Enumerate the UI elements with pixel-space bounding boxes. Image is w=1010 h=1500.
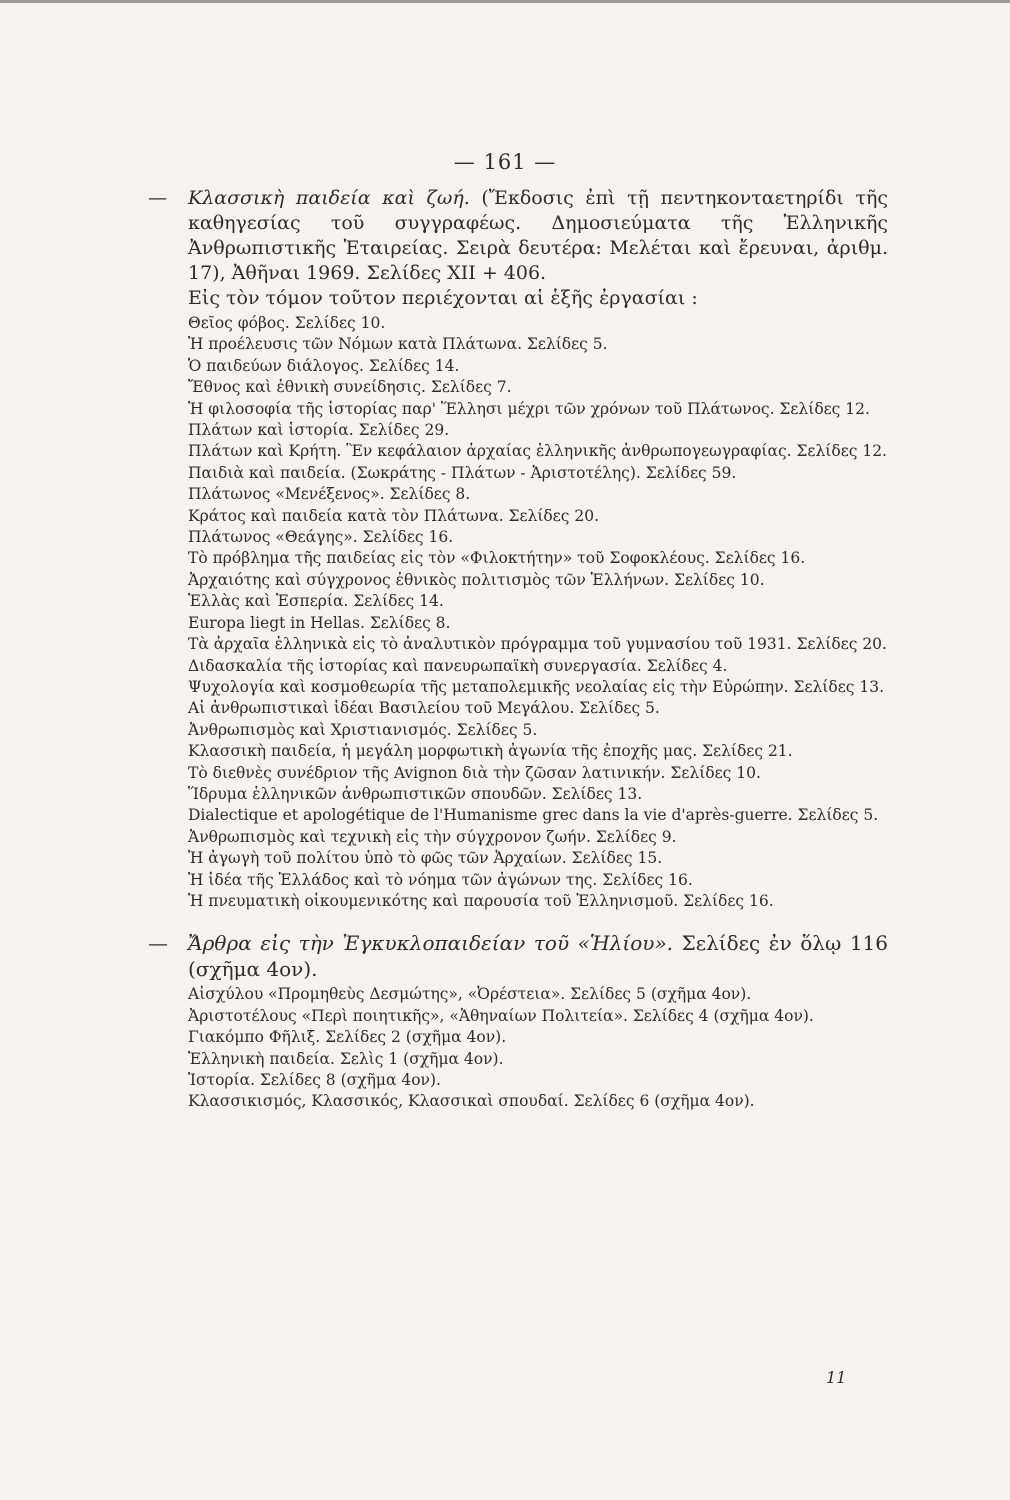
list-item: Πλάτωνος «Θεάγης». Σελίδες 16. xyxy=(188,528,454,547)
list-item: Ἀνθρωπισμὸς καὶ Χριστιανισμός. Σελίδες 5. xyxy=(188,720,538,739)
list-item: Ἀριστοτέλους «Περὶ ποιητικῆς», «Ἀθηναίων Πολιτεία». Σελίδες 4 (σχῆμα 4ον). xyxy=(188,1006,814,1025)
list-item: Dialectique et apologétique de l'Humanisme grec dans la vie d'après-guerre. Σελίδες 5. xyxy=(188,806,879,825)
list-item: Κράτος καὶ παιδεία κατὰ τὸν Πλάτωνα. Σελίδες 20. xyxy=(188,506,600,525)
list-item: Κλασσικὴ παιδεία, ἡ μεγάλη μορφωτικὴ ἀγωνία τῆς ἐποχῆς μας. Σελίδες 21. xyxy=(188,742,793,761)
entry-helios-articles xyxy=(148,930,888,1112)
entry-dash: — xyxy=(148,931,168,956)
list-item: Ἡ πνευματικὴ οἰκουμενικότης καὶ παρουσία τοῦ Ἑλληνισμοῦ. Σελίδες 16. xyxy=(188,891,774,910)
list-item: Τὰ ἀρχαῖα ἑλληνικὰ εἰς τὸ ἀναλυτικὸν πρόγραμμα τοῦ γυμνασίου τοῦ 1931. Σελίδες 20. xyxy=(188,635,887,654)
list-item: Ἔθνος καὶ ἐθνικὴ συνείδησις. Σελίδες 7. xyxy=(188,378,512,397)
articles-list xyxy=(148,984,888,1112)
list-item: Θεῖος φόβος. Σελίδες 10. xyxy=(188,314,386,332)
works-list xyxy=(148,313,888,912)
list-item: Παιδιὰ καὶ παιδεία. (Σωκράτης - Πλάτων - Ἀριστοτέλης). Σελίδες 59. xyxy=(188,463,737,482)
list-item: Κλασσικισμός, Κλασσικός, Κλασσικαὶ σπουδαί. Σελίδες 6 (σχῆμα 4ον). xyxy=(188,1092,755,1111)
top-rule xyxy=(0,0,1010,3)
list-item: Τὸ πρόβλημα τῆς παιδείας εἰς τὸν «Φιλοκτήτην» τοῦ Σοφοκλέους. Σελίδες 16. xyxy=(188,549,806,568)
entry-classical-education xyxy=(148,186,888,912)
entry-title: Κλασσικὴ παιδεία καὶ ζωή. xyxy=(188,187,470,209)
list-item: Europa liegt in Hellas. Σελίδες 8. xyxy=(188,613,451,632)
entry-description: (Ἔκδοσις ἐπὶ τῇ πεντηκονταετηρίδι τῆς καθηγεσίας τοῦ συγγραφέως. Δημοσιεύματα τῆς Ἑλληνικῆς Ἀνθρωπιστικῆς Ἑταιρείας. Σειρὰ δευτέρα: Μελέται καὶ ἔρευναι, ἀριθμ. 17), Ἀθῆναι 1969. Σελίδες XII + 406. xyxy=(188,187,888,284)
list-item: Πλάτων καὶ Κρήτη. Ἓν κεφάλαιον ἀρχαίας ἑλληνικῆς ἀνθρωπογεωγραφίας. Σελίδες 12. xyxy=(188,442,887,461)
list-item: Ἡ φιλοσοφία τῆς ἱστορίας παρ' Ἕλλησι μέχρι τῶν χρόνων τοῦ Πλάτωνος. Σελίδες 12. xyxy=(188,399,870,418)
list-item: Ἡ ἰδέα τῆς Ἑλλάδος καὶ τὸ νόημα τῶν ἀγώνων της. Σελίδες 16. xyxy=(188,870,693,889)
list-item: Πλάτωνος «Μενέξενος». Σελίδες 8. xyxy=(188,485,471,504)
list-item: Ψυχολογία καὶ κοσμοθεωρία τῆς μεταπολεμικῆς νεολαίας εἰς τὴν Εὐρώπην. Σελίδες 13. xyxy=(188,677,885,696)
page-number: — 161 — xyxy=(453,150,557,174)
page-body xyxy=(148,186,888,1113)
list-item: Ἀνθρωπισμὸς καὶ τεχνικὴ εἰς τὴν σύγχρονον ζωήν. Σελίδες 9. xyxy=(188,827,677,846)
list-item: Ἑλληνικὴ παιδεία. Σελὶς 1 (σχῆμα 4ον). xyxy=(188,1049,504,1068)
list-item: Ἱστορία. Σελίδες 8 (σχῆμα 4ον). xyxy=(188,1071,441,1089)
list-item: Ἀρχαιότης καὶ σύγχρονος ἐθνικὸς πολιτισμὸς τῶν Ἑλλήνων. Σελίδες 10. xyxy=(188,570,765,589)
entry-dash: — xyxy=(148,187,167,209)
list-item: Γιακόμπο Φῆλιξ. Σελίδες 2 (σχῆμα 4ον). xyxy=(188,1028,507,1047)
entry-intro: Εἰς τὸν τόμον τοῦτον περιέχονται αἱ ἑξῆς ἐργασίαι : xyxy=(188,287,698,309)
list-item: Τὸ διεθνὲς συνέδριον τῆς Avignon διὰ τὴν ζῶσαν λατινικήν. Σελίδες 10. xyxy=(188,763,761,782)
entry-heading xyxy=(148,930,888,982)
list-item: Ἵδρυμα ἑλληνικῶν ἀνθρωπιστικῶν σπουδῶν. Σελίδες 13. xyxy=(188,784,643,803)
list-item: Αἰσχύλου «Προμηθεὺς Δεσμώτης», «Ὀρέστεια». Σελίδες 5 (σχῆμα 4ον). xyxy=(188,985,752,1004)
entry-title: Ἄρθρα εἰς τὴν Ἐγκυκλοπαιδείαν τοῦ «Ἡλίου». xyxy=(188,931,674,956)
list-item: Ἑλλὰς καὶ Ἑσπερία. Σελίδες 14. xyxy=(188,592,444,611)
list-item: Αἱ ἀνθρωπιστικαὶ ἰδέαι Βασιλείου τοῦ Μεγάλου. Σελίδες 5. xyxy=(188,699,660,718)
entry-heading xyxy=(148,186,888,286)
list-item: Πλάτων καὶ ἱστορία. Σελίδες 29. xyxy=(188,421,450,440)
list-item: Ἡ προέλευσις τῶν Νόμων κατὰ Πλάτωνα. Σελίδες 5. xyxy=(188,335,608,354)
entry-description: Σελίδες ἐν ὅλῳ 116 (σχῆμα 4ον). xyxy=(188,931,888,982)
list-item: Διδασκαλία τῆς ἱστορίας καὶ πανευρωπαϊκὴ συνεργασία. Σελίδες 4. xyxy=(188,656,728,675)
signature-mark: 11 xyxy=(826,1368,847,1387)
list-item: Ἡ ἀγωγὴ τοῦ πολίτου ὑπὸ τὸ φῶς τῶν Ἀρχαίων. Σελίδες 15. xyxy=(188,849,663,868)
list-item: Ὁ παιδεύων διάλογος. Σελίδες 14. xyxy=(188,356,460,375)
